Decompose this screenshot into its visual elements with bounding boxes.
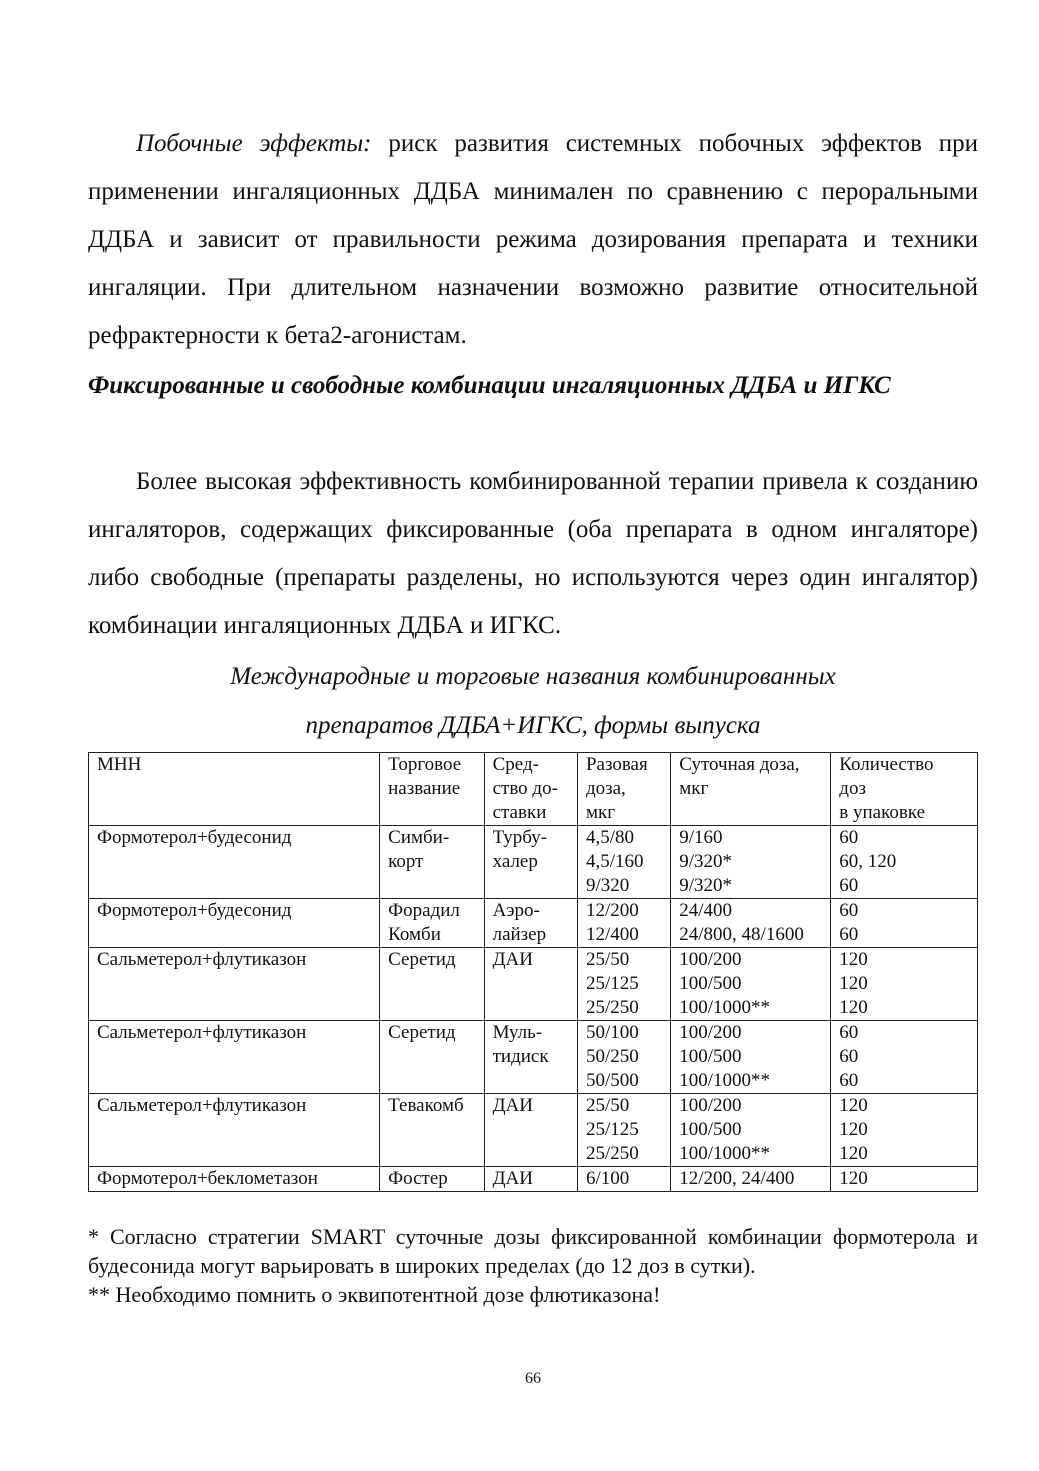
- cell-text: 100/500: [679, 973, 742, 994]
- cell-text: ДАИ: [492, 1095, 533, 1116]
- cell-trade-name: [380, 948, 484, 1021]
- cell-text: в упаковке: [839, 802, 926, 823]
- cell-text: Серетид: [388, 1022, 456, 1043]
- table-row: [89, 948, 978, 1021]
- cell-text: 120: [839, 1168, 868, 1189]
- cell-single-dose: [577, 899, 670, 948]
- cell-text: 120: [839, 997, 868, 1018]
- cell-text: 60: [839, 1046, 859, 1067]
- page-number: 66: [525, 1370, 541, 1387]
- drug-table-body: [89, 753, 978, 1192]
- cell-text: 9/320*: [679, 875, 733, 896]
- cell-text: Муль-: [492, 1022, 543, 1043]
- side-effects-paragraph: [88, 120, 978, 360]
- cell-text: 6/100: [585, 1168, 630, 1189]
- cell-text: 25/50: [585, 1095, 630, 1116]
- cell-text: 60: [839, 900, 859, 921]
- cell-delivery: [484, 1167, 577, 1192]
- cell-inn: [89, 1167, 380, 1192]
- cell-pack-count: [831, 826, 978, 899]
- cell-text: название: [388, 778, 461, 799]
- cell-text: Комби: [388, 924, 441, 945]
- cell-text: 50/100: [585, 1022, 639, 1043]
- cell-text: Сальметерол+флутиказон: [97, 1095, 307, 1116]
- cell-text: 100/200: [679, 1095, 742, 1116]
- footnote-2: ** Необходимо помнить о эквипотентной дозе флютиказона!: [88, 1282, 661, 1307]
- cell-text: 100/1000**: [679, 1070, 771, 1091]
- cell-trade-name: [380, 1021, 484, 1094]
- table-caption-line-1: Международные и торговые названия комбинированных: [230, 663, 836, 690]
- cell-text: 24/400: [679, 900, 733, 921]
- cell-text: 120: [839, 973, 868, 994]
- cell-text: Разовая: [585, 754, 648, 775]
- cell-text: 4,5/80: [585, 827, 634, 848]
- cell-text: 100/200: [679, 949, 742, 970]
- cell-text: 100/500: [679, 1119, 742, 1140]
- cell-text: 100/500: [679, 1046, 742, 1067]
- cell-text: 60, 120: [839, 851, 897, 872]
- cell-single-dose: [577, 1021, 670, 1094]
- cell-text: 25/50: [585, 949, 630, 970]
- cell-text: Тевакомб: [388, 1095, 464, 1116]
- drug-table: [88, 752, 978, 1192]
- table-row: [89, 1021, 978, 1094]
- cell-single-dose: [577, 1094, 670, 1167]
- cell-text: Сальметерол+флутиказон: [97, 949, 307, 970]
- table-row: [89, 826, 978, 899]
- cell-text: 12/200: [585, 900, 639, 921]
- cell-text: 100/1000**: [679, 1143, 771, 1164]
- cell-text: 60: [839, 875, 859, 896]
- cell-text: Фостер: [388, 1168, 448, 1189]
- cell-text: мкг: [679, 778, 709, 799]
- cell-trade-name: [380, 1167, 484, 1192]
- cell-text: Торговое: [388, 754, 462, 775]
- cell-delivery: [484, 826, 577, 899]
- cell-text: лайзер: [492, 924, 547, 945]
- cell-text: 60: [839, 924, 859, 945]
- cell-text: Сред-: [492, 754, 539, 775]
- cell-text: 9/160: [679, 827, 723, 848]
- cell-text: 50/500: [585, 1070, 639, 1091]
- cell-text: 50/250: [585, 1046, 639, 1067]
- table-row: [89, 1167, 978, 1192]
- cell-daily-dose: [671, 899, 831, 948]
- table-caption: [88, 652, 978, 750]
- cell-text: 25/250: [585, 1143, 639, 1164]
- cell-text: Аэро-: [492, 900, 540, 921]
- cell-single-dose: [577, 826, 670, 899]
- cell-pack-count: [831, 899, 978, 948]
- cell-text: Сальметерол+флутиказон: [97, 1022, 307, 1043]
- cell-text: 24/800, 48/1600: [679, 924, 804, 945]
- combination-paragraph: Более высокая эффективность комбинированной терапии привела к созданию ингаляторов, содержащих фиксированные (оба препарата в одном ингаляторе) либо свободные (препараты разделены, но используются через один ингалятор) комбинации ингаляционных ДДБА и ИГКС.: [88, 468, 978, 639]
- cell-text: Серетид: [388, 949, 456, 970]
- cell-inn: [89, 948, 380, 1021]
- cell-text: 25/125: [585, 1119, 639, 1140]
- cell-inn: [89, 826, 380, 899]
- cell-text: 25/125: [585, 973, 639, 994]
- header-cell-single-dose: [577, 753, 670, 826]
- table-caption-line-2: препаратов ДДБА+ИГКС, формы выпуска: [305, 712, 761, 739]
- cell-pack-count: [831, 948, 978, 1021]
- cell-text: мкг: [585, 802, 615, 823]
- section-heading: Фиксированные и свободные комбинации ингаляционных ДДБА и ИГКС: [88, 372, 891, 399]
- cell-daily-dose: [671, 1021, 831, 1094]
- cell-daily-dose: [671, 1094, 831, 1167]
- cell-text: 9/320: [585, 875, 630, 896]
- cell-text: доз: [839, 778, 866, 799]
- cell-text: 25/250: [585, 997, 639, 1018]
- cell-trade-name: [380, 899, 484, 948]
- header-cell-daily-dose: [671, 753, 831, 826]
- cell-daily-dose: [671, 948, 831, 1021]
- cell-text: 12/200, 24/400: [679, 1168, 795, 1189]
- cell-text: 60: [839, 827, 859, 848]
- side-effects-lead: Побочные эффекты:: [136, 130, 372, 157]
- cell-inn: [89, 1021, 380, 1094]
- cell-text: 4,5/160: [585, 851, 644, 872]
- cell-text: 120: [839, 1143, 868, 1164]
- header-cell-trade-name: [380, 753, 484, 826]
- cell-text: 120: [839, 949, 868, 970]
- cell-daily-dose: [671, 1167, 831, 1192]
- header-cell-delivery: [484, 753, 577, 826]
- cell-pack-count: [831, 1094, 978, 1167]
- cell-text: МНН: [97, 754, 142, 775]
- cell-text: Турбу-: [492, 827, 548, 848]
- cell-text: ставки: [492, 802, 547, 823]
- table-row: [89, 1094, 978, 1167]
- cell-text: Количество: [839, 754, 934, 775]
- footnotes: [88, 1222, 978, 1309]
- header-cell-inn: [89, 753, 380, 826]
- cell-single-dose: [577, 1167, 670, 1192]
- cell-delivery: [484, 948, 577, 1021]
- cell-text: корт: [388, 851, 424, 872]
- cell-text: ДАИ: [492, 1168, 533, 1189]
- cell-text: Суточная доза,: [679, 754, 800, 775]
- cell-pack-count: [831, 1021, 978, 1094]
- cell-text: ство до-: [492, 778, 558, 799]
- cell-trade-name: [380, 1094, 484, 1167]
- cell-text: тидиск: [492, 1046, 549, 1067]
- cell-text: Форадил: [388, 900, 460, 921]
- cell-trade-name: [380, 826, 484, 899]
- cell-text: 9/320*: [679, 851, 733, 872]
- cell-text: ДАИ: [492, 949, 533, 970]
- cell-text: Формотерол+будесонид: [97, 900, 292, 921]
- cell-text: 120: [839, 1119, 868, 1140]
- cell-text: 120: [839, 1095, 868, 1116]
- cell-text: 100/1000**: [679, 997, 771, 1018]
- cell-inn: [89, 1094, 380, 1167]
- cell-delivery: [484, 1021, 577, 1094]
- footnote-1: * Согласно стратегии SMART суточные дозы фиксированной комбинации формотерола и будесонида могут варьировать в широких пределах (до 12 доз в сутки).: [88, 1224, 978, 1278]
- cell-single-dose: [577, 948, 670, 1021]
- header-cell-pack-count: [831, 753, 978, 826]
- cell-delivery: [484, 1094, 577, 1167]
- cell-text: халер: [492, 851, 538, 872]
- cell-text: Формотерол+будесонид: [97, 827, 292, 848]
- side-effects-text: риск развития системных побочных эффектов при применении ингаляционных ДДБА минимален по сравнению с пероральными ДДБА и зависит от правильности режима дозирования препарата и техники ингаляции. При длительном назначении возможно развитие относительной рефрактерности к бета2-агонистам.: [88, 130, 978, 349]
- cell-text: доза,: [585, 778, 626, 799]
- cell-daily-dose: [671, 826, 831, 899]
- table-header-row: [89, 753, 978, 826]
- cell-pack-count: [831, 1167, 978, 1192]
- cell-text: Симби-: [388, 827, 450, 848]
- cell-text: 60: [839, 1022, 859, 1043]
- cell-delivery: [484, 899, 577, 948]
- cell-inn: [89, 899, 380, 948]
- cell-text: 12/400: [585, 924, 639, 945]
- table-row: [89, 899, 978, 948]
- cell-text: 60: [839, 1070, 859, 1091]
- cell-text: Формотерол+беклометазон: [97, 1168, 318, 1189]
- cell-text: 100/200: [679, 1022, 742, 1043]
